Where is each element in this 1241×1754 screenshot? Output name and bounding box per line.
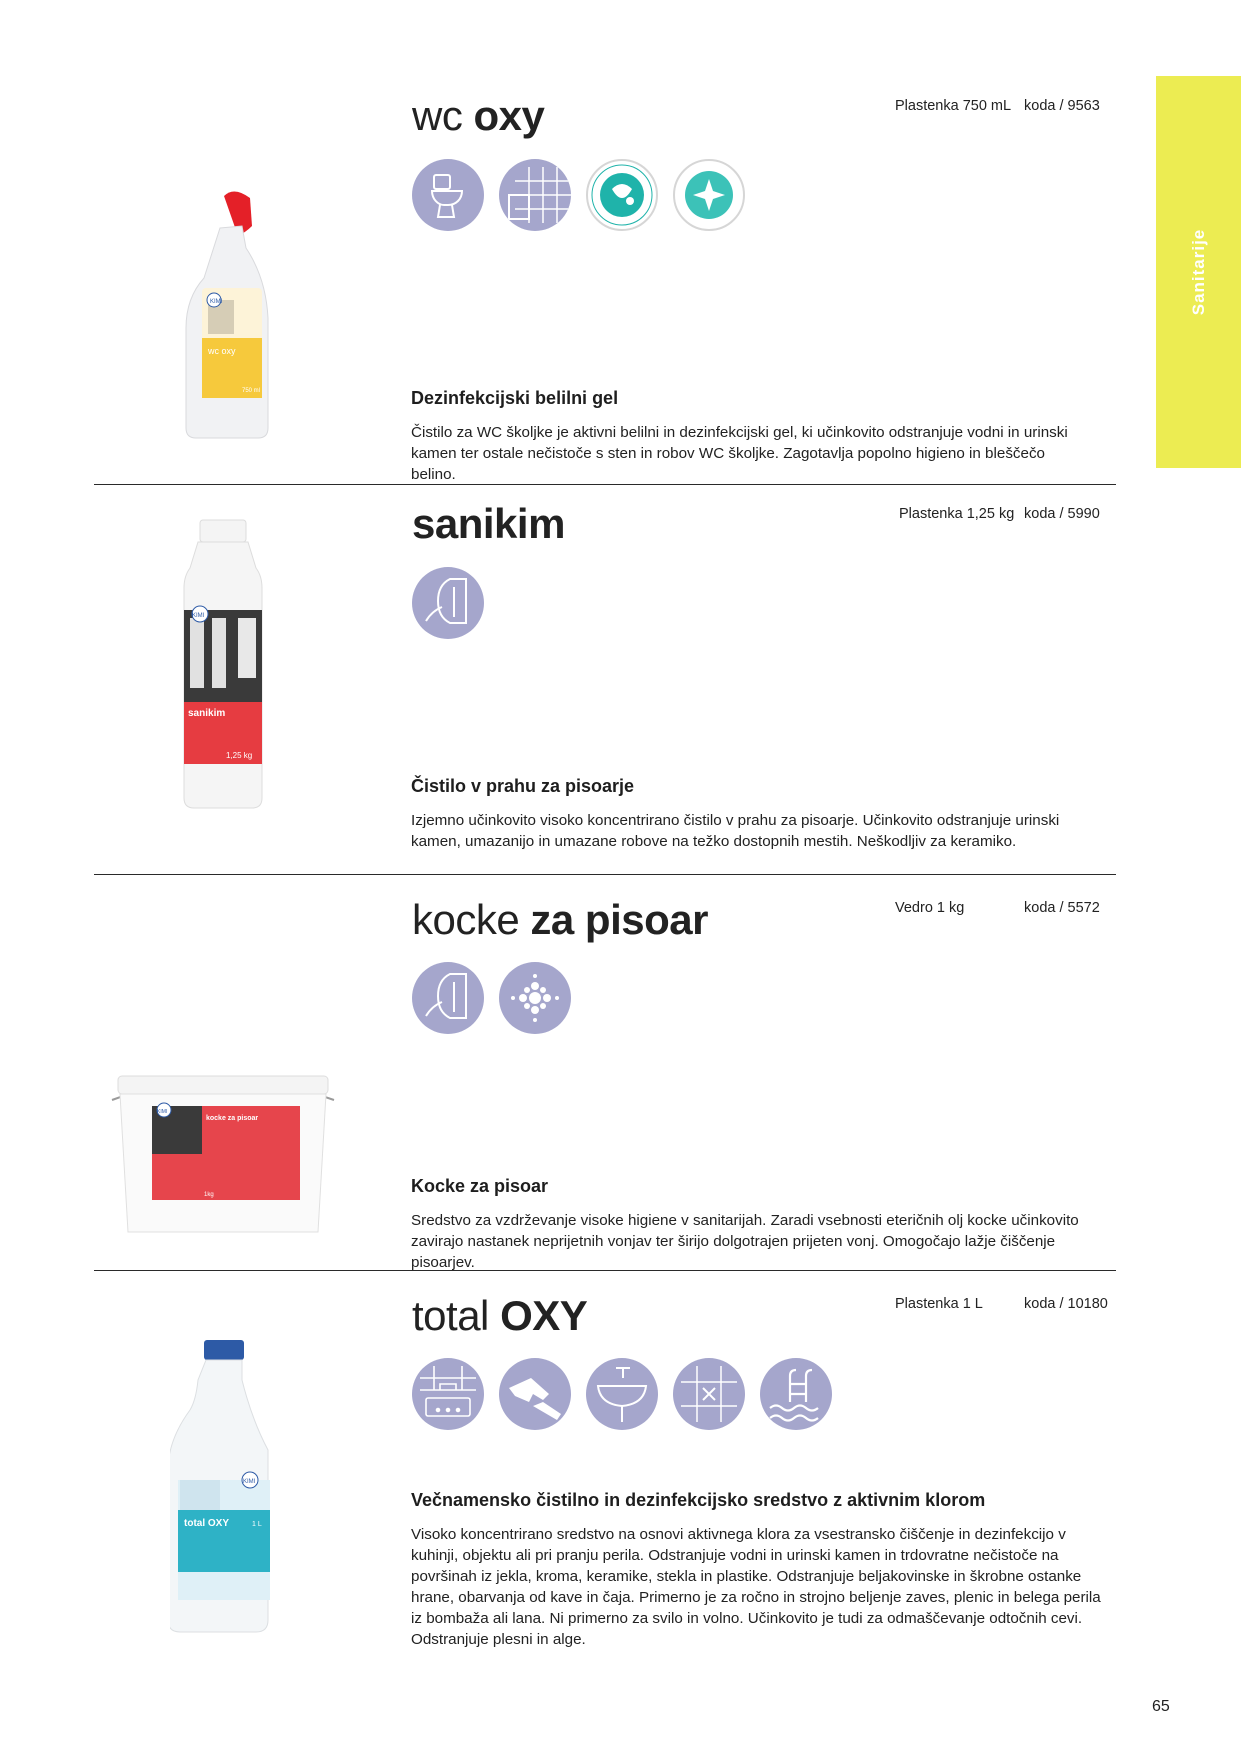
package-size: Plastenka 1 L — [895, 1296, 983, 1312]
package-size: Plastenka 750 mL — [895, 98, 1012, 114]
label-volume: 750 ml — [242, 388, 261, 394]
label-name: total OXY — [184, 1518, 230, 1529]
product-image-kocke — [110, 1070, 336, 1240]
label-name: kocke za pisoar — [206, 1115, 259, 1122]
product-subtitle: Dezinfekcijski belilni gel — [411, 388, 619, 408]
product-title: kocke za pisoar — [412, 896, 708, 943]
urinal-icon — [412, 962, 484, 1034]
label-brand: KIMI — [157, 1109, 168, 1115]
usage-icons — [412, 159, 745, 231]
product-description: Čistilo za WC školjke je aktivni belilni in dezinfekcijski gel, ki učinkovito odstranjuje vodni in urinski kamen ter ostale nečistoče s sten in robov WC školjke. Zagotavlja popolno higieno in bleščečo belino. — [411, 424, 1068, 483]
product-title: total OXY — [412, 1292, 588, 1339]
usage-icons — [412, 1358, 832, 1430]
product-section-wc-oxy — [0, 0, 1241, 486]
label-volume: 1,25 kg — [226, 751, 253, 760]
label-brand: KIMI — [243, 1479, 256, 1485]
section-divider — [94, 484, 1116, 485]
label-brand: KIMI — [210, 299, 223, 305]
product-section-kocke-za-pisoar — [0, 876, 1241, 1270]
antibacterial-badge-icon — [586, 159, 658, 231]
label-name: sanikim — [188, 708, 226, 719]
product-subtitle: Večnamensko čistilno in dezinfekcijsko sredstvo z aktivnim klorom — [411, 1490, 986, 1510]
label-name: wc oxy — [208, 346, 236, 356]
label-volume: 1 L — [252, 1521, 262, 1528]
kitchen-icon — [412, 1358, 484, 1430]
product-image-wc-oxy — [180, 188, 280, 448]
glass-icon — [673, 1358, 745, 1430]
product-subtitle: Čistilo v prahu za pisoarje — [411, 776, 635, 796]
product-section-total-oxy — [0, 1272, 1241, 1672]
product-image-total-oxy — [170, 1340, 278, 1640]
fragrance-icon — [499, 962, 571, 1034]
hygiene-badge-icon — [673, 159, 745, 231]
label-brand: KIMI — [192, 613, 205, 619]
product-code: koda / 10180 — [1024, 1296, 1108, 1312]
product-title: sanikim — [412, 500, 565, 547]
section-tab-label: Sanitarije — [1188, 228, 1208, 316]
product-subtitle: Kocke za pisoar — [411, 1176, 549, 1196]
product-section-sanikim — [0, 486, 1241, 876]
product-code: koda / 9563 — [1024, 98, 1100, 114]
urinal-icon — [412, 567, 484, 639]
product-title: wc oxy — [412, 92, 545, 139]
section-divider — [94, 874, 1116, 875]
product-image-sanikim — [178, 518, 268, 818]
section-divider — [94, 1270, 1116, 1271]
product-code: koda / 5990 — [1024, 506, 1100, 522]
toilet-icon — [412, 159, 484, 231]
hand-wash-icon — [499, 1358, 571, 1430]
package-size: Plastenka 1,25 kg — [899, 506, 1015, 522]
sink-icon — [586, 1358, 658, 1430]
pool-icon — [760, 1358, 832, 1430]
label-volume: 1kg — [204, 1192, 214, 1198]
usage-icons — [412, 962, 571, 1034]
product-description: Izjemno učinkovito visoko koncentrirano čistilo v prahu za pisoarje. Učinkovito odstranjuje urinski kamen, umazanijo in umazane robove na težko dostopnih mestih. Neškodljiv za keramiko. — [411, 812, 1060, 850]
tiled-wall-icon — [499, 159, 571, 231]
product-description: Visoko koncentrirano sredstvo na osnovi aktivnega klora za vsestransko čiščenje in dezinfekcijo v kuhinji, objektu ali pri pranju perila. Odstranjuje vodni in urinski kamen in trdovratne nečistoče na površinah iz jekla, kroma, keramike, stekla in plastike. Odstranjuje beljakovinske in škrobne ostanke hrane, obarvanja od kave in čaja. Primerno je za ročno in strojno beljenje zaves, plenic in belega perila iz bombaža ali lana. Ni primerno za svilo in volno. Učinkovito je tudi za odmaščevanje odtočnih cevi. Odstranjuje plesni in alge. — [411, 1526, 1101, 1648]
product-description: Sredstvo za vzdrževanje visoke higiene v sanitarijah. Zaradi vsebnosti eteričnih olj kocke učinkovito zavirajo nastanek neprijetnih vonjav ter širijo dolgotrajen prijeten vonj. Omogočajo lažje čiščenje pisoarjev. — [411, 1212, 1079, 1271]
package-size: Vedro 1 kg — [895, 900, 965, 916]
usage-icons — [412, 567, 484, 639]
page-number: 65 — [1152, 1698, 1170, 1715]
product-code: koda / 5572 — [1024, 900, 1100, 916]
